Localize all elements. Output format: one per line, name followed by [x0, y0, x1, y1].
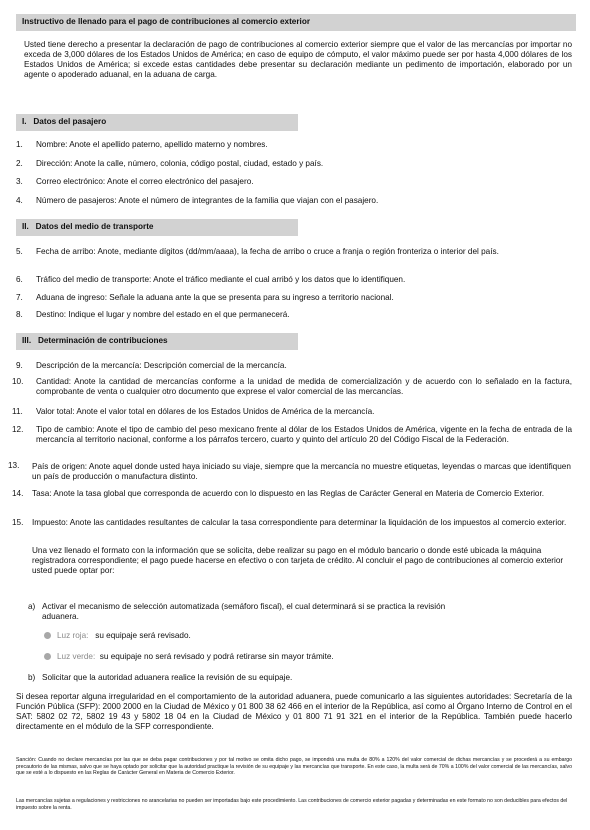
- luz-verde-row: [44, 652, 574, 662]
- item-number: 10.: [12, 377, 24, 386]
- luz-verde-text: su equipaje no será revisado y podrá retirarse sin mayor trámite.: [99, 652, 334, 661]
- item-number: 2.: [16, 159, 23, 168]
- item-text: Correo electrónico: Anote el correo electrónico del pasajero.: [36, 177, 254, 186]
- item-text: Destino: Indique el lugar y nombre del estado en el que permanecerá.: [36, 310, 290, 319]
- item-number: 7.: [16, 293, 23, 302]
- report-paragraph: Si desea reportar alguna irregularidad en el comportamiento de la autoridad aduanera, puede comunicarlo a las siguientes autoridades: Secretaría de la Función Pública (SFP): 2000 2000 en la Ciudad de México y 01 800 38 62 466 en el interior de la República, así como al Órgano Interno de Control en el SAT: 5802 02 72, 5802 19 43 y 5802 18 04 en la Ciudad de México y 01 800 71 91 321 en el interior de la República. También puede hacerlo directamente en el módulo de la SFP correspondiente.: [16, 692, 572, 731]
- item-text: Tasa: Anote la tasa global que corresponda de acuerdo con lo dispuesto en las Reglas de Carácter General en Materia de Comercio Exterior.: [32, 489, 545, 498]
- footnote: Las mercancías sujetas a regulaciones y restricciones no arancelarias no pueden ser importadas bajo este procedimiento. Las contribuciones de comercio exterior pagadas y determinadas en este formato no son deducibles para efectos del impuesto sobre la renta.: [16, 798, 568, 811]
- option-b-label: b): [28, 673, 36, 682]
- item-number: 14.: [12, 489, 24, 498]
- luz-verde-label: Luz verde:: [57, 652, 96, 661]
- payment-paragraph: Una vez llenado el formato con la información que se solicita, debe realizar su pago en el módulo bancario o donde esté ubicada la máquina registradora correspondiente; el pago puede hacerse en efectivo o con tarjeta de crédito. Al concluir el pago de contribuciones al comercio exterior usted puede optar por:: [32, 546, 564, 575]
- section-roman: I.: [22, 117, 27, 126]
- item-text: País de origen: Anote aquel donde usted haya iniciado su viaje, siempre que la mercancía no muestre etiquetas, leyendas o marcas que identifiquen un país de producción o manufactura distinto.: [32, 462, 571, 481]
- option-a-text: Activar el mecanismo de selección automatizada (semáforo fiscal), el cual determinará si se practica la revisión aduanera.: [42, 602, 446, 621]
- section-title: Determinación de contribuciones: [37, 336, 168, 345]
- document-title: Instructivo de llenado para el pago de contribuciones al comercio exterior: [22, 17, 311, 26]
- item-number: 12.: [12, 425, 24, 434]
- item-text: Dirección: Anote la calle, número, colonia, código postal, ciudad, estado y país.: [36, 159, 324, 168]
- item-number: 1.: [16, 140, 23, 149]
- section-header-transporte: [16, 219, 298, 236]
- item-text: Cantidad: Anote la cantidad de mercancías conforme a la unidad de medida de comercialización y de acuerdo con lo señalado en la factura, comprobante de venta o cualquier otro documento que exprese el valor comercial de las mercancías.: [36, 377, 572, 396]
- item-number: 13.: [8, 461, 20, 470]
- luz-roja-row: [44, 631, 564, 641]
- item-number: 15.: [12, 518, 24, 527]
- item-number: 5.: [16, 247, 23, 256]
- option-a-label: a): [28, 602, 36, 611]
- item-number: 4.: [16, 196, 23, 205]
- item-number: 3.: [16, 177, 23, 186]
- item-text: Fecha de arribo: Anote, mediante dígitos (dd/mm/aaaa), la fecha de arribo o cruce a franja o región fronteriza o interior del país.: [36, 247, 499, 256]
- item-number: 11.: [12, 407, 23, 416]
- section-title: Datos del pasajero: [33, 117, 107, 126]
- item-text: Descripción de la mercancía: Descripción comercial de la mercancía.: [36, 361, 287, 370]
- document-title-bar: [16, 14, 576, 31]
- item-text: Impuesto: Anote las cantidades resultantes de calcular la tasa correspondiente para determinar la liquidación de los impuestos al comercio exterior.: [32, 518, 567, 527]
- item-text: Nombre: Anote el apellido paterno, apellido materno y nombres.: [36, 140, 268, 149]
- bullet-icon: [44, 653, 51, 660]
- luz-roja-text: su equipaje será revisado.: [95, 631, 191, 640]
- luz-roja-label: Luz roja:: [57, 631, 89, 640]
- bullet-icon: [44, 632, 51, 639]
- item-text: Aduana de ingreso: Señale la aduana ante la que se presenta para su ingreso a territorio nacional.: [36, 293, 394, 302]
- section-roman: II.: [22, 222, 29, 231]
- item-text: Valor total: Anote el valor total en dólares de los Estados Unidos de América de la mercancía.: [36, 407, 375, 416]
- section-title: Datos del medio de transporte: [35, 222, 154, 231]
- section-roman: III.: [22, 336, 32, 345]
- item-number: 6.: [16, 275, 23, 284]
- sancion-note: Sanción: Cuando no declare mercancías por las que se deba pagar contribuciones y por tal motivo se omita dicho pago, se impondrá una multa de 80% a 120% del valor comercial de dichas mercancías y se procederá a su embargo precautorio de las mismas, salvo que se haya optado por solicitar que la autoridad practique la revisión de su equipaje y las mercancías que transporte. En este caso, la multa será de 70% a 100% del valor comercial de las mercancías, salvo que se esté a lo dispuesto en las Reglas de Carácter General en Materia de Comercio Exterior.: [16, 757, 572, 777]
- section-header-pasajero: [16, 114, 298, 131]
- item-text: Tráfico del medio de transporte: Anote el tráfico mediante el cual arribó y los datos que lo identifiquen.: [36, 275, 406, 284]
- item-number: 9.: [16, 361, 23, 370]
- intro-paragraph: Usted tiene derecho a presentar la declaración de pago de contribuciones al comercio exterior siempre que el valor de las mercancías por importar no exceda de 3,000 dólares de los Estados Unidos de América; en caso de equipo de cómputo, el valor máximo puede ser por hasta 4,000 dólares de los Estados Unidos de América; si excede estas cantidades debe presentar su declaración mediante un pedimento de importación, elaborado por un agente o apoderado aduanal, en la aduana de carga.: [24, 40, 572, 79]
- item-text: Tipo de cambio: Anote el tipo de cambio del peso mexicano frente al dólar de los Estados Unidos de América, vigente en la fecha de entrada de la mercancía al territorio nacional, conforme a los párrafos tercero, cuarto y quinto del artículo 20 del Código Fiscal de la Federación.: [36, 425, 572, 444]
- section-header-contribuciones: [16, 333, 298, 350]
- option-b-text: Solicitar que la autoridad aduanera realice la revisión de su equipaje.: [42, 673, 293, 682]
- item-number: 8.: [16, 310, 23, 319]
- item-text: Número de pasajeros: Anote el número de integrantes de la familia que viajan con el pasajero.: [36, 196, 379, 205]
